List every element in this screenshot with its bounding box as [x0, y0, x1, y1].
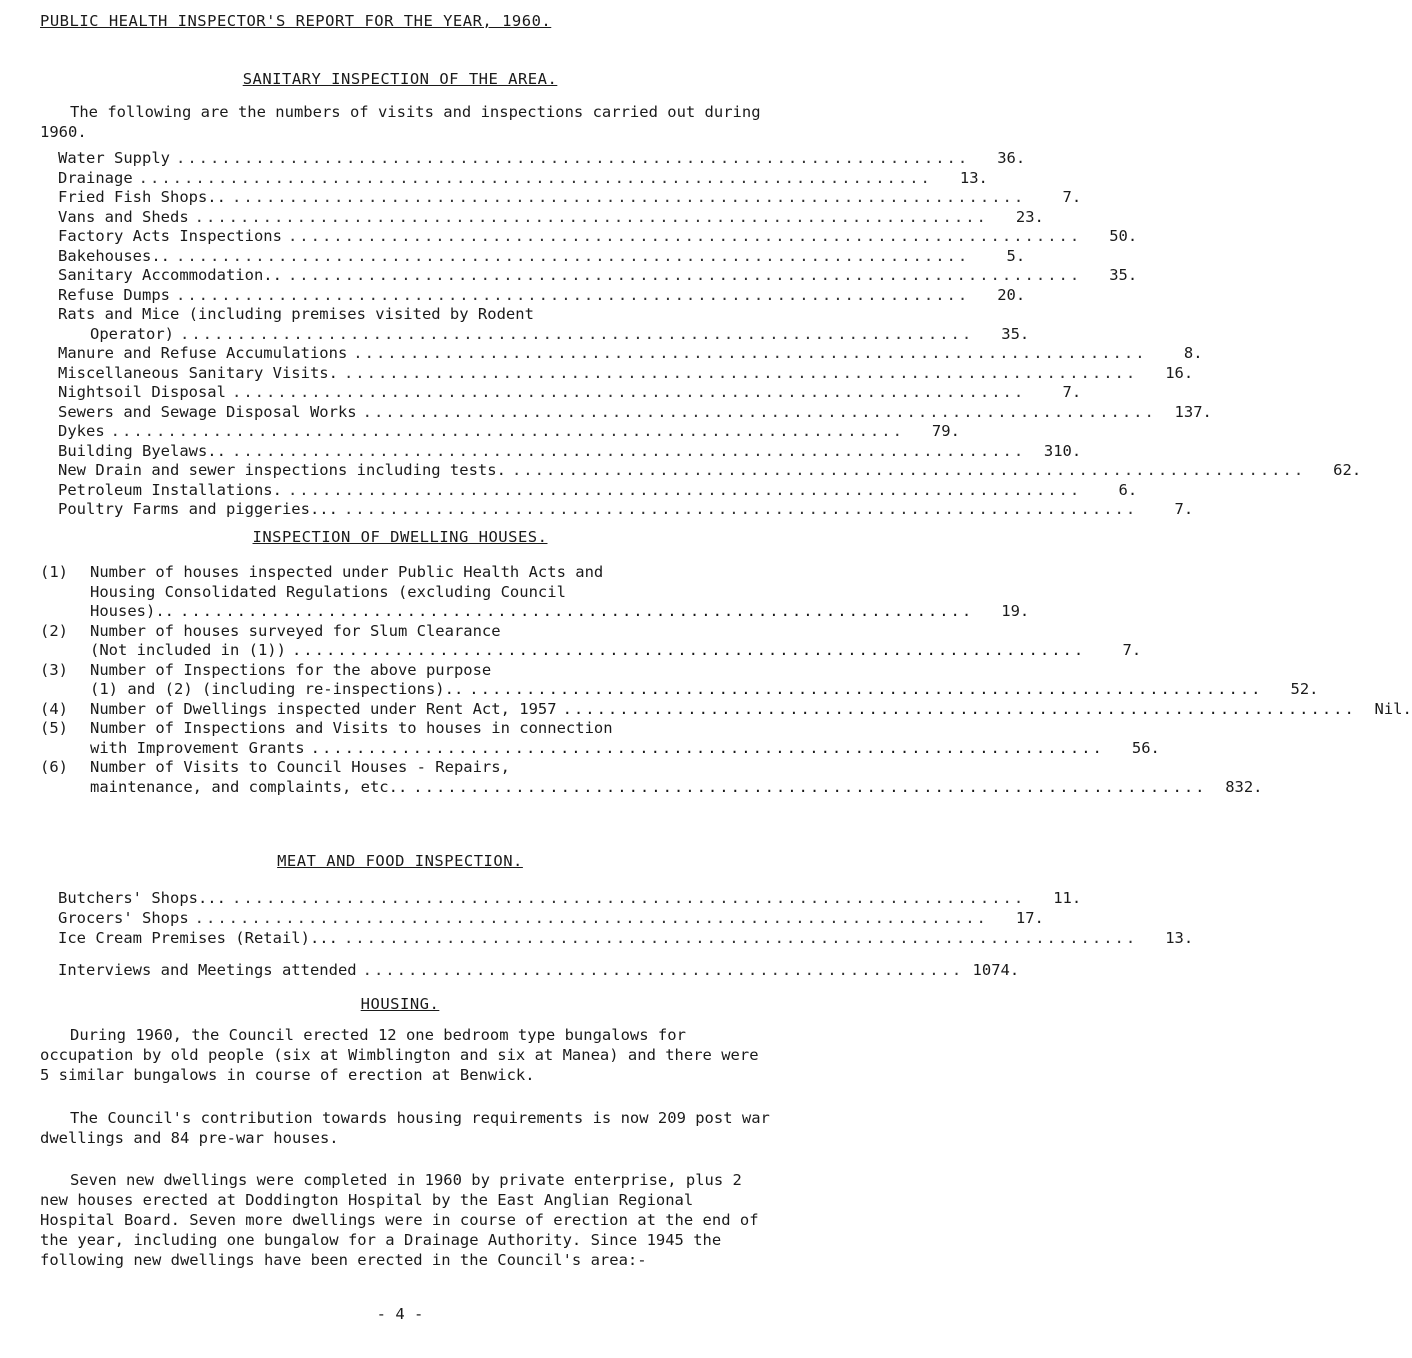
interviews-label: Interviews and Meetings attended — [58, 961, 357, 979]
item-value: 36. — [997, 149, 1026, 167]
item-value: 16. — [1165, 363, 1194, 382]
dwelling-item-value: 52. — [1290, 680, 1319, 698]
dwelling-item-row — [90, 679, 1319, 699]
leader-dots: ...................................................................... — [291, 641, 1086, 659]
item-label: Refuse Dumps — [58, 285, 170, 304]
leader-dots: ...................................................................... — [287, 227, 1082, 245]
sanitary-item — [58, 460, 1362, 480]
dwelling-item-text: with Improvement Grants — [90, 738, 305, 757]
sanitary-item — [58, 246, 1026, 266]
sanitary-item — [58, 421, 960, 441]
item-label: New Drain and sewer inspections including tests. — [58, 461, 506, 479]
sanitary-section-title: SANITARY INSPECTION OF THE AREA. — [242, 70, 558, 88]
leader-dots: ...................................................................... — [231, 383, 1026, 401]
sanitary-item — [58, 499, 1194, 519]
leader-dots: ...................................................................... — [231, 441, 1026, 460]
item-value: 23. — [1015, 207, 1044, 226]
dwelling-item-number: (3) — [40, 660, 68, 679]
leader-dots: ...................................................................... — [413, 777, 1207, 796]
leader-dots: ...................................................................... — [175, 285, 970, 304]
housing-section-title: HOUSING. — [360, 995, 440, 1013]
item-label: Bakehouses.. — [58, 246, 170, 265]
leader-dots: ...................................................................... — [511, 461, 1306, 479]
item-label: Rats and Mice (including premises visited by Rodent — [58, 305, 534, 323]
leader-dots: ...................................................................... — [175, 246, 970, 265]
item-value: 13. — [1165, 929, 1194, 947]
dwelling-section-title: INSPECTION OF DWELLING HOUSES. — [252, 528, 548, 546]
leader-dots: ...................................................................... — [562, 699, 1356, 718]
item-label: Ice Cream Premises (Retail)... — [58, 929, 338, 947]
item-label: Miscellaneous Sanitary Visits. — [58, 363, 338, 382]
item-value: 17. — [1015, 909, 1044, 927]
leader-dots: ...................................................................... — [343, 500, 1138, 518]
item-value: 62. — [1333, 461, 1362, 479]
sanitary-item — [58, 187, 1082, 207]
sanitary-item — [58, 441, 1082, 461]
dwelling-item-text: maintenance, and complaints, etc.. — [90, 777, 408, 796]
item-value: 35. — [1001, 324, 1030, 343]
leader-dots: ...................................................................... — [194, 207, 988, 226]
dwelling-item-text: (Not included in (1)) — [90, 641, 286, 659]
item-label: Nightsoil Disposal — [58, 383, 226, 401]
sanitary-item — [58, 285, 1026, 305]
item-label: Dykes — [58, 422, 105, 440]
leader-dots: ...................................................................... — [194, 909, 988, 927]
dwelling-item-text: Number of houses inspected under Public Health Acts and — [90, 563, 604, 581]
item-label: Petroleum Installations. — [58, 480, 282, 499]
meat-item — [58, 928, 1194, 948]
dwelling-item-value: 56. — [1131, 738, 1160, 757]
dwelling-item-value: 19. — [1001, 602, 1030, 620]
dwelling-item-text: Housing Consolidated Regulations (excluding Council — [90, 582, 566, 601]
leader-dots: ...................................................................... — [343, 929, 1138, 947]
housing-paragraph-2: The Council's contribution towards housing requirements is now 209 post war dwellings and 84 pre-war houses. — [40, 1109, 780, 1147]
leader-dots: ...................................................................... — [362, 402, 1156, 421]
leader-dots: ...................................................................... — [110, 422, 904, 440]
item-label: Butchers' Shops... — [58, 889, 226, 907]
sanitary-item — [58, 402, 1212, 422]
item-label: Poultry Farms and piggeries... — [58, 500, 338, 518]
item-label: Manure and Refuse Accumulations — [58, 344, 348, 362]
dwelling-item-row — [90, 699, 1412, 719]
item-value: 7. — [1062, 383, 1082, 401]
dwelling-item-text: Number of Visits to Council Houses - Repairs, — [90, 758, 510, 776]
dwelling-item-number: (2) — [40, 621, 68, 640]
item-value: 20. — [997, 285, 1026, 304]
dwelling-item-text: Houses).. — [90, 602, 174, 620]
dwelling-item-text: Number of Dwellings inspected under Rent Act, 1957 — [90, 699, 557, 718]
sanitary-item — [58, 480, 1138, 500]
item-value: 50. — [1109, 227, 1138, 245]
housing-paragraph-3: Seven new dwellings were completed in 1960 by private enterprise, plus 2 new houses erected at Doddington Hospital by the East Anglian Regional Hospital Board. Seven more dwellings were in course of erection at the end of the year, including one bungalow for a Drainage Authority. Since 1945 the following new dwellings have been erected in the Council's area:- — [40, 1171, 768, 1269]
leader-dots: ...................................................................... — [343, 363, 1138, 382]
leader-dots: ...................................................................... — [287, 266, 1082, 284]
leader-dots: ...................................................................... — [353, 344, 1147, 362]
dwelling-item-value: 7. — [1122, 641, 1142, 659]
meat-item — [58, 888, 1082, 908]
housing-paragraph-1: During 1960, the Council erected 12 one bedroom type bungalows for occupation by old people (six at Wimblington and six at Manea) and there were 5 similar bungalows in course of erection at Benwick. — [40, 1026, 768, 1084]
dwelling-item-row — [90, 738, 1160, 758]
sanitary-intro: The following are the numbers of visits and inspections carried out during 1960. — [40, 103, 770, 141]
sanitary-item — [58, 148, 1026, 168]
sanitary-item — [58, 382, 1082, 402]
sanitary-item — [58, 207, 1044, 227]
item-value: 6. — [1118, 480, 1138, 499]
item-value: 35. — [1109, 266, 1138, 284]
sanitary-item — [58, 168, 988, 188]
sanitary-item — [58, 363, 1194, 383]
item-value: 137. — [1174, 402, 1212, 421]
dwelling-item-text: Number of Inspections and Visits to houses in connection — [90, 719, 613, 737]
sanitary-item — [58, 265, 1138, 285]
item-label: Factory Acts Inspections — [58, 227, 282, 245]
item-label: Water Supply — [58, 149, 170, 167]
dwelling-item-value: Nil. — [1374, 699, 1412, 718]
dwelling-item-number: (6) — [40, 758, 68, 776]
item-label: Fried Fish Shops.. — [58, 188, 226, 206]
item-value: 79. — [931, 422, 960, 440]
leader-dots: ...................................................................... — [180, 324, 974, 343]
sanitary-item — [58, 343, 1203, 363]
dwelling-item-text: (1) and (2) (including re-inspections).. — [90, 680, 464, 698]
item-value: 7. — [1062, 188, 1082, 206]
sanitary-item — [90, 324, 1030, 344]
item-value: 7. — [1174, 500, 1194, 518]
dwelling-item-row — [90, 601, 1030, 621]
sanitary-item — [58, 304, 748, 324]
meat-section-title: MEAT AND FOOD INSPECTION. — [277, 852, 523, 870]
dwelling-item-number: (1) — [40, 563, 68, 581]
leader-dots: ...................................................................... — [180, 602, 974, 620]
item-label: Drainage — [58, 168, 133, 187]
dwelling-item-value: 832. — [1225, 777, 1263, 796]
interviews-row — [58, 960, 1020, 980]
leader-dots: ...................................................................... — [287, 480, 1082, 499]
leader-dots: ...................................................................... — [469, 680, 1263, 698]
item-label: Sanitary Accommodation.. — [58, 266, 282, 284]
dwelling-item-number: (4) — [40, 699, 68, 718]
report-header: PUBLIC HEALTH INSPECTOR'S REPORT FOR THE YEAR, 1960. — [40, 12, 552, 30]
dwelling-item-row — [90, 640, 1142, 660]
leader-dots: ...................................................................... — [175, 149, 970, 167]
interviews-value: 1074. — [972, 961, 1020, 979]
meat-item — [58, 908, 1044, 928]
dwelling-item-text: Number of houses surveyed for Slum Clearance — [90, 621, 501, 640]
leader-dots: ...................................................................... — [231, 188, 1026, 206]
leader-dots: ...................................................................... — [138, 168, 932, 187]
item-label: Sewers and Sewage Disposal Works — [58, 402, 357, 421]
item-label: Operator) — [90, 324, 174, 343]
sanitary-item — [58, 226, 1138, 246]
item-value: 310. — [1043, 441, 1082, 460]
dwelling-item-row — [90, 777, 1263, 797]
page-number: - 4 - — [376, 1305, 424, 1323]
item-value: 13. — [959, 168, 988, 187]
item-value: 8. — [1183, 344, 1203, 362]
item-value: 5. — [1006, 246, 1026, 265]
dwelling-item-text: Number of Inspections for the above purpose — [90, 660, 492, 679]
leader-dots: ...................................................................... — [231, 889, 1026, 907]
item-value: 11. — [1053, 889, 1082, 907]
item-label: Building Byelaws.. — [58, 441, 226, 460]
dwelling-item-number: (5) — [40, 719, 68, 737]
leader-dots: ...................................................................... — [310, 738, 1104, 757]
leader-dots: ..................................................... — [362, 961, 964, 979]
item-label: Grocers' Shops — [58, 909, 189, 927]
item-label: Vans and Sheds — [58, 207, 189, 226]
